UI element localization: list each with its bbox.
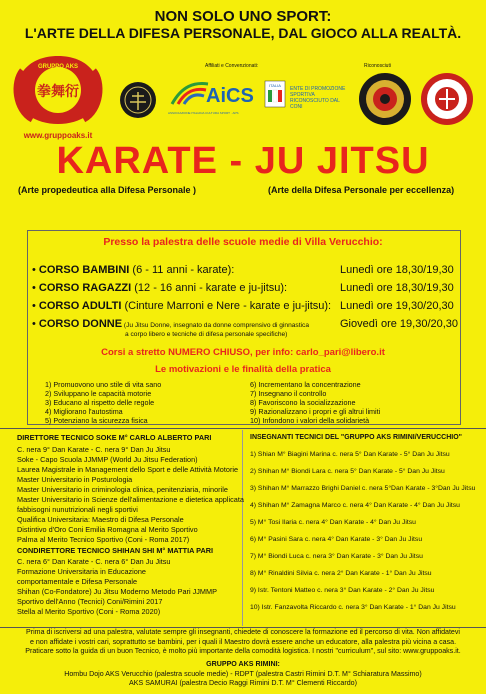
divider-top [0,428,486,429]
dojo-red-seal [420,72,474,126]
director-line: Master Universitario in criminologia clinica, penitenziaria, minorile [17,485,228,494]
course-desc: (Ju Jitsu Donne, insegnato da donne comprensivo di ginnastica [122,322,309,329]
teacher-item: 10) Istr. Fanzavolta Riccardo c. nera 3° Dan Karate - 1° Dan Ju Jitsu [250,604,456,611]
course-adulti: • CORSO ADULTI (Cinture Marroni e Nere - karate e ju-jitsu): [32,300,332,312]
director-line: Qualifica Universitaria: Maestro di Difesa Personale [17,515,184,524]
motivation-item: 8) Favoriscono la socializzazione [250,398,356,407]
world-ju-jitsu-seal [358,72,412,126]
director-line: Distintivo d'Oro Coni Emilia Romagna al Merito Sportivo [17,525,198,534]
condirector-line: Shihan (Co-Fondatore) Ju Jitsu Moderno Metodo Pari JJMMP [17,587,217,596]
motivation-item: 7) Insegnano il controllo [250,389,327,398]
gruppo-aks-logo [8,52,108,140]
teacher-item: 6) M° Pasini Sara c. nera 4° Dan Karate - 3° Dan Ju Jitsu [250,536,423,543]
motivation-title: Le motivazioni e le finalità della pratica [155,364,331,375]
course-name: CORSO BAMBINI [38,264,130,276]
teacher-item: 2) Shihan M° Biondi Lara c. nera 5° Dan Karate - 5° Dan Ju Jitsu [250,468,445,475]
course-ragazzi: • CORSO RAGAZZI (12 - 16 anni - karate e ju-jitsu): [32,282,288,294]
aics-swoosh-icon [168,74,260,106]
info-contact: Corsi a stretto NUMERO CHIUSO, per info: carlo_pari@libero.it [101,347,385,358]
footer-group [10,660,476,689]
course-donne-desc-2: a corpo libero e tecniche di difesa personale specifiche) [125,331,288,338]
condirector-line: comportamentale e Difesa Personale [17,577,138,586]
footer-group-line: AKS SAMURAI (palestra Decio Raggi Rimini D.T. M° Clementi Riccardo) [129,679,357,687]
footer-line: Prima di iscriversi ad una palestra, valutate sempre gli insegnanti, chiedete di conoscere la formazione ed il percorso di vita. Non affidatevi [26,628,460,636]
course-name: CORSO DONNE [38,318,123,330]
riconosciuti-label: Riconosciuti [364,63,391,69]
gruppo-aks-emblem-icon [8,52,108,126]
condirector-line: C. nera 6° Dan Karate - C. nera 6° Dan Ju Jitsu [17,557,171,566]
header-line-2: L'ARTE DELLA DIFESA PERSONALE, DAL GIOCO ALLA REALTÀ. [24,25,462,41]
motivation-item: 3) Educano al rispetto delle regole [45,398,155,407]
director-title: DIRETTORE TECNICO SOKE M° CARLO ALBERTO PARI [17,433,212,442]
header-line-1: NON SOLO UNO SPORT: [154,8,332,25]
dojo-seal-logo [118,80,158,120]
course-desc: (Cinture Marroni e Nere - karate e ju-jitsu): [121,300,332,312]
director-line: fabbisogni nunutrizionali negli sportivi [17,505,138,514]
motivation-item: 6) Incrementano la concentrazione [250,380,361,389]
course-adulti-time: Lunedì ore 19,30/20,30 [340,300,454,312]
italia-shield-icon [264,80,286,110]
motivation-item: 4) Migliorano l'autostima [45,407,123,416]
dojo-seal-icon [118,80,158,120]
subtitle-left: (Arte propedeutica alla Difesa Personale ) [18,185,197,195]
gruppo-aks-website: www.gruppoaks.it [23,131,93,140]
course-donne: • CORSO DONNE (Ju Jitsu Donne, insegnato da donne comprensivo di ginnastica [32,318,309,330]
course-name: CORSO ADULTI [38,300,122,312]
aics-subtitle: ASSOCIAZIONE ITALIANA CULTURA SPORT · APS [168,111,239,115]
footer-group-line: Hombu Dojo AKS Verucchio (palestra scuole medie) - RDPT (palestra Castri Rimini D.T. M° Schiaratura Massimo) [64,669,422,678]
teacher-item: 8) M° Rinaldini Silvia c. nera 2° Dan Karate - 1° Dan Ju Jitsu [250,570,432,577]
course-name: CORSO RAGAZZI [38,282,132,294]
world-seal-icon [358,72,412,126]
svg-text:AiCS: AiCS [206,85,254,106]
column-divider [242,430,243,626]
location-heading: Presso la palestra delle scuole medie di Villa Verucchio: [103,236,383,248]
course-desc: (12 - 16 anni - karate e ju-jitsu): [131,282,288,294]
condirector-line: Formazione Universitaria in Educazione [17,567,146,576]
red-seal-icon [420,72,474,126]
motivation-item: 1) Promuovono uno stile di vita sano [45,380,162,389]
teacher-item: 4) Shihan M° Zamagna Marco c. nera 4° Dan Karate - 4° Dan Ju Jitsu [250,502,460,509]
director-line: Master Universitario in Scienze dell'alimentazione e dietetica applicata [17,495,244,504]
svg-text:拳舞衍: 拳舞衍 [37,84,79,100]
footer-line: e non affidate i vostri cari, soprattutto se bambini, per i quali il Maestro dovrà essere anche un educatore, alla palestra più vicina a casa. [29,637,457,646]
footer-advice [10,628,476,657]
teacher-item: 5) M° Tosi Ilaria c. nera 4° Dan Karate - 4° Dan Ju Jitsu [250,519,416,526]
director-line: Laurea Magistrale in Management dello Sport e delle Attività Motorie [17,465,239,474]
course-desc: (6 - 11 anni - karate): [129,264,235,276]
subtitle-right: (Arte della Difesa Personale per eccellenza) [268,185,455,195]
ente-promozione-text: ENTE DI PROMOZIONE SPORTIVA RICONOSCIUTO DAL CONI [290,86,346,110]
director-line: Master Universitario in Posturologia [17,475,133,484]
motivation-item: 9) Razionalizzano i propri e gli altrui limiti [250,407,381,416]
italia-coni-logo [264,80,286,110]
course-bambini: • CORSO BAMBINI (6 - 11 anni - karate): [32,264,235,276]
condirector-title: CONDIRETTORE TECNICO SHIHAN SHI M° MATTIA PARI [17,546,214,555]
motivation-item: 5) Potenziano la sicurezza fisica [45,416,148,425]
footer-line: Praticare sotto la guida di un buon Tecnico, è molto più importante della comodità logistica. I nostri "curriculum", sul sito: www.gruppoaks.it. [25,647,461,655]
motivation-item: 10) Infondono i valori della solidarietà [250,416,370,425]
condirector-line: Stella al Merito Sportivo (Coni - Roma 2020) [17,607,161,616]
director-line: Palma al Merito Tecnico Sportivo (Coni - Roma 2017) [17,535,190,544]
course-bambini-time: Lunedì ore 18,30/19,30 [340,264,454,276]
teachers-title: INSEGNANTI TECNICI DEL "GRUPPO AKS RIMINI/VERUCCHIO" [250,434,462,441]
director-line: Soke - Capo Scuola JJMMP (World Ju Jitsu Federation) [17,455,198,464]
director-line: C. nera 9° Dan Karate - C. nera 9° Dan Ju Jitsu [17,445,171,454]
condirector-line: Sportivo dell'Anno (Tecnici) Coni/Rimini 2017 [17,597,163,606]
teacher-item: 1) Shian M° Biagini Marina c. nera 5° Dan Karate - 5° Dan Ju Jitsu [250,451,450,458]
course-donne-time: Giovedì ore 19,30/20,30 [340,318,459,330]
teacher-item: 9) Istr. Tentoni Matteo c. nera 3° Dan Karate - 2° Dan Ju Jitsu [250,587,435,594]
course-ragazzi-time: Lunedì ore 18,30/19,30 [340,282,454,294]
motivation-item: 2) Sviluppano le capacità motorie [45,389,152,398]
main-title: KARATE - JU JITSU [56,140,430,182]
svg-text:ITALIA: ITALIA [269,83,281,88]
aics-logo [168,74,260,116]
footer-group-title: GRUPPO AKS RIMINI: [206,660,280,668]
affiliati-label: Affiliati e Convenzionati: [205,63,259,69]
teacher-item: 3) Shihan M° Marrazzo Brighi Daniel c. nera 5°Dan Karate - 3°Dan Ju Jitsu [250,485,476,492]
teacher-item: 7) M° Biondi Luca c. nera 3° Dan Karate - 3° Dan Ju Jitsu [250,553,423,560]
svg-text:GRUPPO AKS: GRUPPO AKS [37,64,79,70]
